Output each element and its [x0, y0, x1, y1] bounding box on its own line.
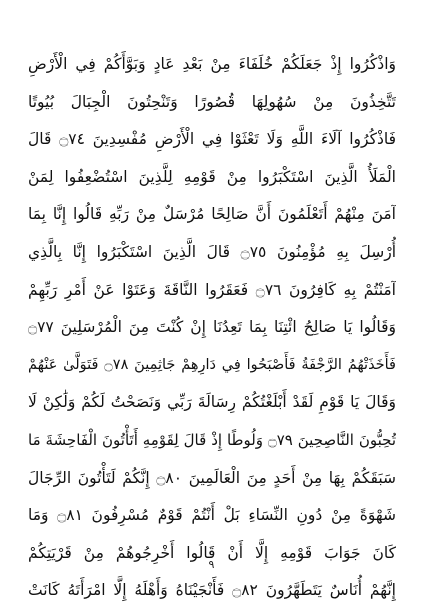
text-line-9: فَأَخَذَتْهُمُ الرَّجْفَةُ فَأَصْبَحُوا فِي دَارِهِمْ جَاثِمِينَ ۝٧٨ فَتَوَلَّىٰ عَنْهُمْ: [28, 356, 396, 373]
text-line-5: آمَنَ مِنْهُمْ أَتَعْلَمُونَ أَنَّ صَالِحًا مُرْسَلٌ مِنْ رَبِّهِ قَالُوا إِنَّا بِمَا: [28, 205, 396, 224]
verse-text-block: [28, 46, 396, 610]
text-line-4: الْمَلَأُ الَّذِينَ اسْتَكْبَرُوا مِنْ قَوْمِهِ لِلَّذِينَ اسْتُضْعِفُوا لِمَنْ: [28, 167, 396, 186]
text-line-12: سَبَقَكُمْ بِهَا مِنْ أَحَدٍ مِنَ الْعَالَمِينَ ۝٨٠ إِنَّكُمْ لَتَأْتُونَ الرِّجَالَ: [28, 468, 396, 487]
text-line-13: شَهْوَةً مِنْ دُونِ النِّسَاءِ بَلْ أَنْتُمْ قَوْمٌ مُسْرِفُونَ ۝٨١ وَمَا: [28, 506, 396, 525]
text-line-11: تُحِبُّونَ النَّاصِحِينَ ۝٧٩ وَلُوطًا إِذْ قَالَ لِقَوْمِهِ أَتَأْتُونَ الْفَاحِشَةَ مَا: [28, 430, 396, 449]
text-line-10: وَقَالَ يَا قَوْمِ لَقَدْ أَبْلَغْتُكُمْ رِسَالَةَ رَبِّي وَنَصَحْتُ لَكُمْ وَلَٰكِنْ لَا: [28, 393, 396, 412]
text-line-15: إِنَّهُمْ أُنَاسٌ يَتَطَهَّرُونَ ۝٨٢ فَأَنْجَيْنَاهُ وَأَهْلَهُ إِلَّا امْرَأَتَهُ كَانَتْ: [28, 581, 396, 600]
text-line-6: أُرْسِلَ بِهِ مُؤْمِنُونَ ۝٧٥ قَالَ الَّذِينَ اسْتَكْبَرُوا إِنَّا بِالَّذِي: [28, 242, 396, 261]
text-line-14: كَانَ جَوَابَ قَوْمِهِ إِلَّا أَنْ قَالُوا أَخْرِجُوهُمْ مِنْ قَرْيَتِكُمْ: [28, 543, 396, 562]
page-number: ٩: [208, 558, 215, 571]
text-line-8: وَقَالُوا يَا صَالِحُ ائْتِنَا بِمَا تَعِدُنَا إِنْ كُنْتَ مِنَ الْمُرْسَلِينَ ۝٧٧: [28, 318, 396, 337]
text-line-3: فَاذْكُرُوا آلَاءَ اللَّهِ وَلَا تَعْثَوْا فِي الْأَرْضِ مُفْسِدِينَ ۝٧٤ قَالَ: [28, 130, 396, 149]
text-line-2: تَتَّخِذُونَ مِنْ سُهُولِهَا قُصُورًا وَتَنْحِتُونَ الْجِبَالَ بُيُوتًا: [28, 92, 396, 111]
text-line-7: آمَنْتُمْ بِهِ كَافِرُونَ ۝٧٦ فَعَقَرُوا النَّاقَةَ وَعَتَوْا عَنْ أَمْرِ رَبِّهِمْ: [28, 280, 396, 299]
text-line-1: وَاذْكُرُوا إِذْ جَعَلَكُمْ خُلَفَاءَ مِنْ بَعْدِ عَادٍ وَبَوَّأَكُمْ فِي الْأَرْضِ: [28, 55, 396, 73]
